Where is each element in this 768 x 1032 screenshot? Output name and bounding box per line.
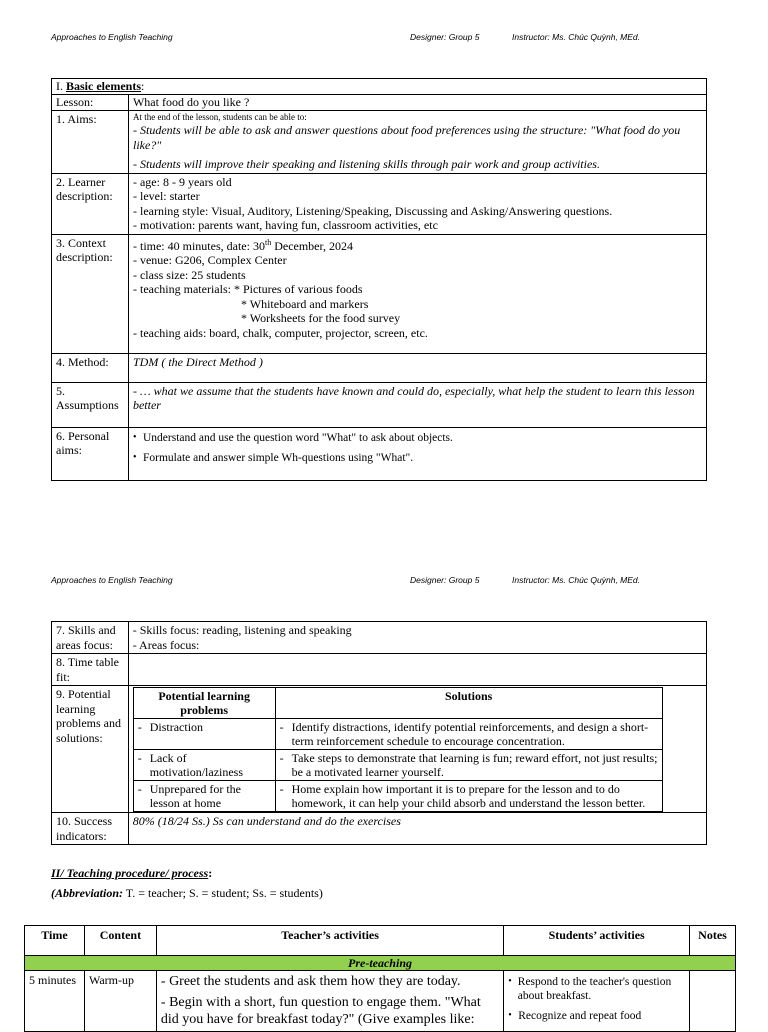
solution-text: Take steps to demonstrate that learning is fun; reward effort, not just results; be a motivated learner yourself. bbox=[291, 751, 658, 779]
aims-label: 1. Aims: bbox=[52, 111, 129, 174]
skills-focus: - Skills focus: reading, listening and speaking bbox=[132, 623, 352, 637]
section-heading: I. Basic elements: bbox=[52, 79, 707, 95]
problems-table bbox=[133, 687, 663, 812]
problems-header: Potential learning problems bbox=[133, 688, 275, 719]
bullet-icon: • bbox=[508, 1010, 512, 1021]
row-teacher bbox=[156, 971, 503, 1032]
header-course: Approaches to English Teaching bbox=[51, 32, 173, 42]
header-instructor: Instructor: Ms. Chúc Quỳnh, MEd. bbox=[512, 575, 641, 585]
row-notes bbox=[690, 971, 736, 1032]
personal-aims-label: 6. Personal aims: bbox=[52, 427, 129, 480]
row-students bbox=[504, 971, 690, 1032]
solutions-header: Solutions bbox=[275, 688, 662, 719]
col-teacher: Teacher’s activities bbox=[156, 926, 503, 956]
problems-label: 9. Potential learning problems and solutions: bbox=[52, 686, 129, 813]
col-students: Students’ activities bbox=[504, 926, 690, 956]
timetable-label: 8. Time table fit: bbox=[52, 654, 129, 686]
procedure-table bbox=[24, 925, 736, 1032]
lesson-value: What food do you like ? bbox=[128, 95, 706, 111]
context-materials-1: - teaching materials: * Pictures of various foods bbox=[132, 282, 363, 296]
teacher-activity: - Greet the students and ask them how they are today. bbox=[160, 974, 461, 989]
method-value: TDM ( the Direct Method ) bbox=[128, 353, 706, 382]
table-row: - Unprepared for the lesson at home - Home explain how important it is to prepare for the lesson and to do homework, it can help your child absorb and understand the lesson better. bbox=[133, 781, 662, 812]
procedure-title: II/ Teaching procedure/ process: bbox=[51, 866, 213, 880]
basic-elements-table bbox=[51, 78, 707, 481]
col-content: Content bbox=[84, 926, 156, 956]
bullet-icon: • bbox=[132, 452, 137, 463]
table-row bbox=[25, 971, 736, 1032]
aims-intro: At the end of the lesson, students can be able to: bbox=[132, 112, 307, 122]
bullet-icon: • bbox=[132, 431, 137, 443]
method-label: 4. Method: bbox=[52, 353, 129, 382]
header-course: Approaches to English Teaching bbox=[51, 575, 173, 585]
col-time: Time bbox=[25, 926, 85, 956]
learner-label: 2. Learner description: bbox=[52, 173, 129, 234]
problem-text: Distraction bbox=[149, 720, 204, 734]
col-notes: Notes bbox=[690, 926, 736, 956]
areas-focus: - Areas focus: bbox=[132, 637, 200, 652]
row-time: 5 minutes bbox=[25, 971, 85, 1032]
teacher-activity: - Begin with a short, fun question to engage them. "What did you have for breakfast today?" (Give examples like: bbox=[160, 995, 481, 1027]
row-content: Warm-up bbox=[84, 971, 156, 1032]
learner-style: - learning style: Visual, Auditory, Listening/Speaking, Discussing and Asking/Answering questions. bbox=[132, 203, 613, 218]
problems-cell bbox=[128, 686, 706, 813]
personal-aims-cell bbox=[128, 427, 706, 480]
timetable-value bbox=[128, 654, 706, 686]
page-header-2 bbox=[0, 575, 768, 589]
stage-label: Pre-teaching bbox=[25, 956, 736, 971]
lesson-details-table bbox=[51, 621, 707, 845]
success-label: 10. Success indicators: bbox=[52, 813, 129, 845]
aims-2: - Students will improve their speaking and listening skills through pair work and group activities. bbox=[132, 157, 600, 171]
learner-motivation: - motivation: parents want, having fun, classroom activities, etc bbox=[132, 218, 438, 232]
header-designer: Designer: Group 5 bbox=[410, 575, 480, 585]
personal-aim-item: • Understand and use the question word "What" to ask about objects. bbox=[132, 431, 453, 444]
context-label: 3. Context description: bbox=[52, 234, 129, 353]
skills-cell bbox=[128, 622, 706, 654]
bullet-icon: • bbox=[508, 976, 512, 987]
context-class: - class size: 25 students bbox=[132, 267, 246, 282]
context-aids: - teaching aids: board, chalk, computer, projector, screen, etc. bbox=[132, 325, 428, 340]
success-value: 80% (18/24 Ss.) Ss can understand and do the exercises bbox=[128, 813, 706, 845]
lesson-label: Lesson: bbox=[52, 95, 129, 111]
context-cell bbox=[128, 234, 706, 353]
assumptions-label: 5. Assumptions bbox=[52, 382, 129, 427]
context-materials-2: * Whiteboard and markers bbox=[240, 296, 369, 311]
abbreviation-line: (Abbreviation: T. = teacher; S. = student; Ss. = students) bbox=[51, 886, 323, 900]
problem-text: Lack of motivation/laziness bbox=[149, 751, 244, 779]
skills-label: 7. Skills and areas focus: bbox=[52, 622, 129, 654]
student-activity: • Recognize and repeat food bbox=[508, 1010, 642, 1022]
aims-1: - Students will be able to ask and answer questions about food preferences using the structure: "What food do you like?" bbox=[132, 123, 681, 152]
context-time: - time: 40 minutes, date: 30th December, 2024 bbox=[132, 237, 354, 253]
header-designer: Designer: Group 5 bbox=[410, 32, 480, 42]
context-materials-3: * Worksheets for the food survey bbox=[240, 311, 401, 325]
page-header-1 bbox=[0, 32, 768, 46]
header-instructor: Instructor: Ms. Chúc Quỳnh, MEd. bbox=[512, 32, 641, 42]
aims-cell bbox=[128, 111, 706, 174]
learner-level: - level: starter bbox=[132, 189, 200, 203]
assumptions-value: - … what we assume that the students have known and could do, especially, what help the student to learn this lesson better bbox=[128, 382, 706, 427]
solution-text: Home explain how important it is to prepare for the lesson and to do homework, it can help your child absorb and understand the lesson better. bbox=[291, 782, 646, 810]
problem-text: Unprepared for the lesson at home bbox=[149, 782, 241, 810]
table-row: - Lack of motivation/laziness - Take steps to demonstrate that learning is fun; reward effort, not just results; be a motivated learner yourself. bbox=[133, 750, 662, 781]
table-row: - Distraction - Identify distractions, identify potential reinforcements, and design a short-term reinforcement schedule to encourage concentration. bbox=[133, 719, 662, 750]
context-venue: - venue: G206, Complex Center bbox=[132, 253, 287, 267]
student-activity: • Respond to the teacher's question about breakfast. bbox=[508, 976, 672, 1002]
learner-cell bbox=[128, 173, 706, 234]
solution-text: Identify distractions, identify potential reinforcements, and design a short-term reinforcement schedule to encourage concentration. bbox=[291, 720, 649, 748]
personal-aim-item: • Formulate and answer simple Wh-questions using "What". bbox=[132, 452, 414, 464]
learner-age: - age: 8 - 9 years old bbox=[132, 174, 232, 189]
